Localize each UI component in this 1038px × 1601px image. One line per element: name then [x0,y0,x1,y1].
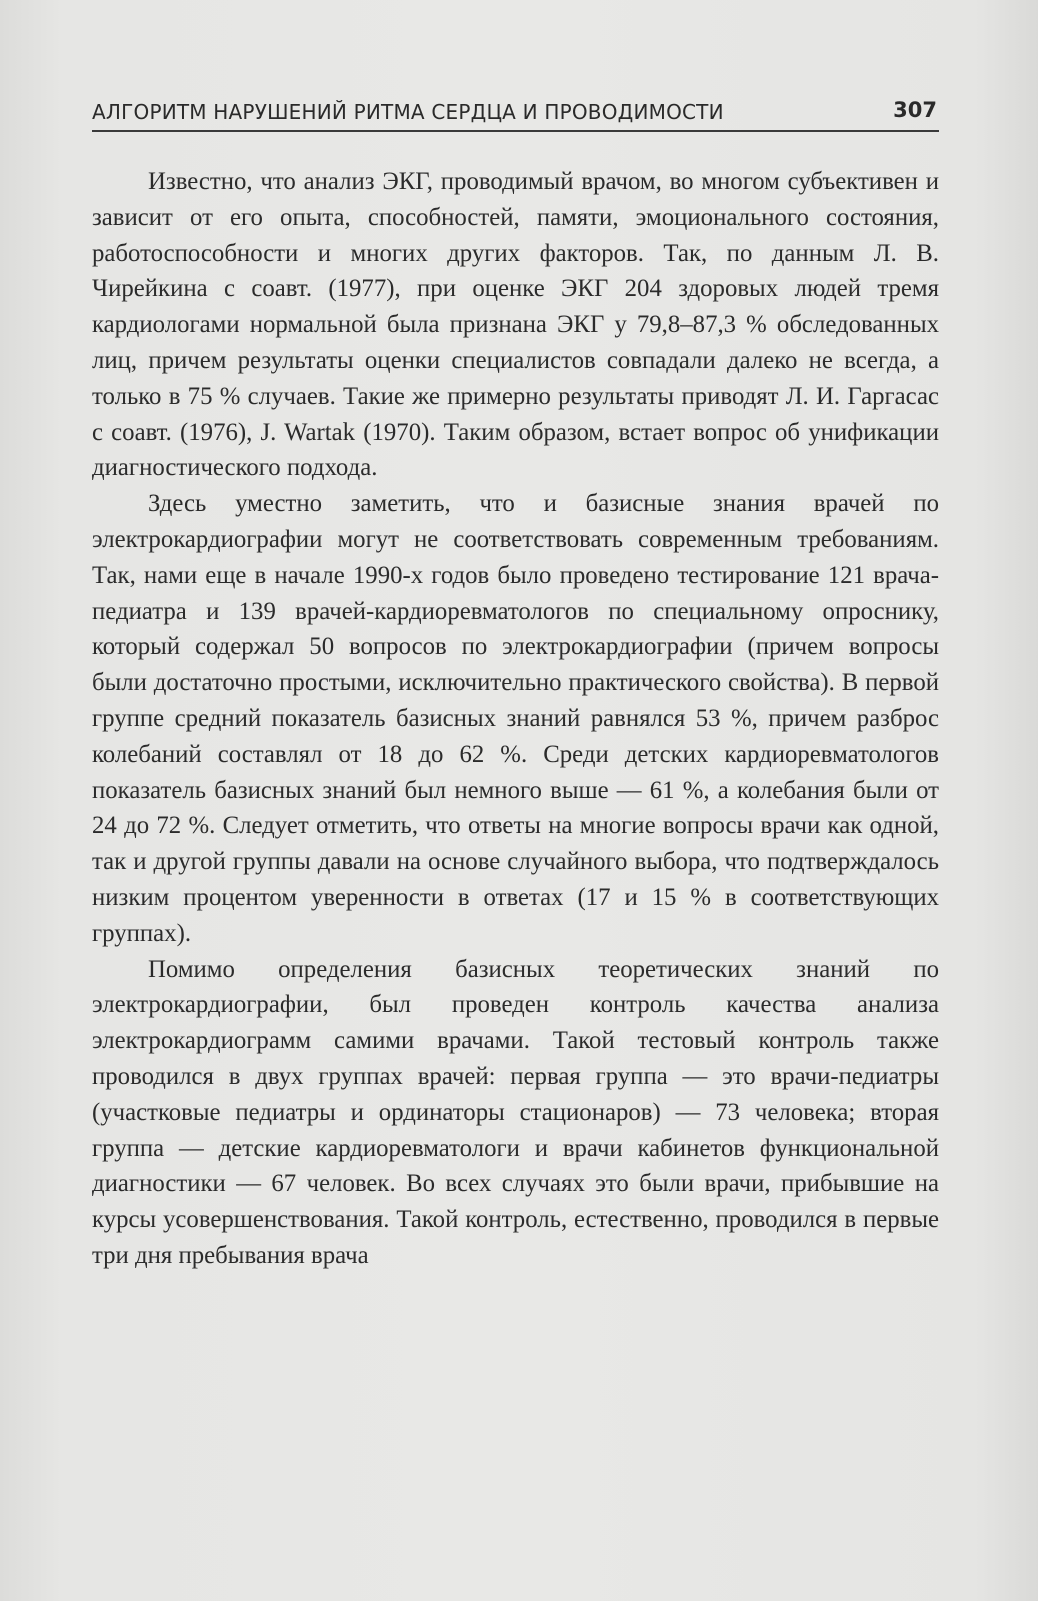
body-text [92,164,939,1274]
paragraph-basic-knowledge: Здесь уместно заметить, что и базисные знания врачей по электрокардиографии могут не соответствовать современным требованиям. Так, нами еще в начале 1990-х годов было проведено тестирование 121 врача-педиатра и 139 врачей-кардиоревматологов по специальному опроснику, который содержал 50 вопросов по электрокардиографии (причем вопросы были достаточно простыми, исключительно практического свойства). В первой группе средний показатель базисных знаний равнялся 53 %, причем разброс колебаний составлял от 18 до 62 %. Среди детских кардиоревматологов показатель базисных знаний был немного выше — 61 %, а колебания были от 24 до 72 %. Следует отметить, что ответы на многие вопросы врачи как одной, так и другой группы давали на основе случайного выбора, что подтверждалось низким процентом уверенности в ответах (17 и 15 % в соответствующих группах). [92,490,939,947]
running-header [92,96,939,132]
running-title: АЛГОРИТМ НАРУШЕНИЙ РИТМА СЕРДЦА И ПРОВОДИМОСТИ [92,100,724,124]
paragraph-ecg-analysis: Известно, что анализ ЭКГ, проводимый врачом, во многом субъективен и зависит от его опыта, способностей, памяти, эмоционального состояния, работоспособности и многих других факторов. Так, по данным Л. В. Чирейкина с соавт. (1977), при оценке ЭКГ 204 здоровых людей тремя кардиологами нормальной была признана ЭКГ у 79,8–87,3 % обследованных лиц, причем результаты оценки специалистов совпадали далеко не всегда, а только в 75 % случаев. Такие же примерно результаты приводят Л. И. Гаргасас с соавт. (1976), J. Wartak (1970). Таким образом, встает вопрос об унификации диагностического подхода. [92,168,939,482]
paragraph-quality-control: Помимо определения базисных теоретических знаний по электрокардиографии, был проведен контроль качества анализа электрокардиограмм самими врачами. Такой тестовый контроль также проводился в двух группах врачей: первая группа — это врачи-педиатры (участковые педиатры и ординаторы стационаров) — 73 человека; вторая группа — детские кардиоревматологи и врачи кабинетов функциональной диагностики — 67 человек. Во всех случаях это были врачи, прибывшие на курсы усовершенствования. Такой контроль, естественно, проводился в первые три дня пребывания врача [92,955,939,1269]
page-number: 307 [893,98,937,122]
